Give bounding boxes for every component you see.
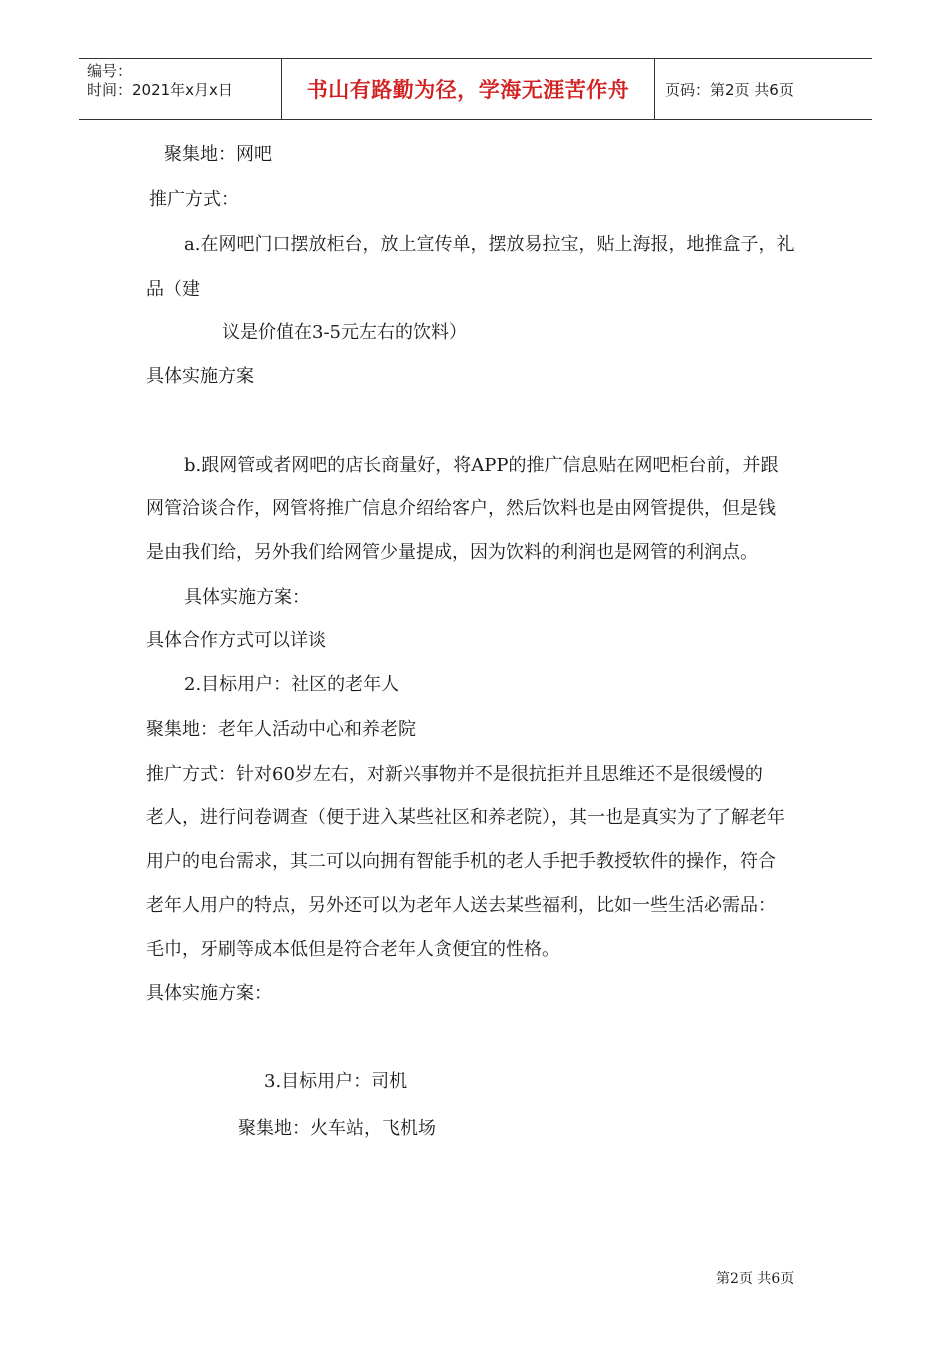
number-label: 编号：	[87, 62, 133, 80]
body-line: 2.目标用户：社区的老年人	[184, 674, 400, 695]
body-line: a.在网吧门口摆放柜台，放上宣传单，摆放易拉宝，贴上海报，地推盒子，礼	[184, 234, 795, 255]
body-line: 品（建	[146, 279, 200, 300]
body-line: 推广方式：	[149, 189, 239, 210]
body-line: b.跟网管或者网吧的店长商量好，将APP的推广信息贴在网吧柜台前，并跟	[184, 455, 779, 476]
body-line: 老人，进行问卷调查（便于进入某些社区和养老院），其一也是真实为了了解老年	[146, 807, 785, 828]
body-line: 毛巾，牙刷等成本低但是符合老年人贪便宜的性格。	[146, 939, 560, 960]
header-page-code: 页码：第2页 共6页	[665, 80, 794, 99]
header-motto: 书山有路勤为径，学海无涯苦作舟	[281, 59, 655, 119]
body-line: 聚集地：网吧	[164, 144, 272, 165]
body-line: 具体合作方式可以详谈	[146, 630, 326, 651]
body-line: 是由我们给，另外我们给网管少量提成，因为饮料的利润也是网管的利润点。	[146, 542, 758, 563]
body-line: 网管洽谈合作，网管将推广信息介绍给客户，然后饮料也是由网管提供，但是钱	[146, 498, 776, 519]
body-line: 用户的电台需求，其二可以向拥有智能手机的老人手把手教授软件的操作，符合	[146, 851, 776, 872]
body-line: 推广方式：针对60岁左右，对新兴事物并不是很抗拒并且思维还不是很缓慢的	[146, 764, 763, 785]
body-line: 具体实施方案	[146, 366, 254, 387]
page-footer: 第2页 共6页	[716, 1271, 795, 1287]
header-meta	[79, 59, 281, 119]
body-line: 聚集地：老年人活动中心和养老院	[146, 719, 416, 740]
body-line: 聚集地：火车站，飞机场	[238, 1118, 436, 1139]
body-line: 老年人用户的特点，另外还可以为老年人送去某些福利，比如一些生活必需品：	[146, 895, 776, 916]
page-header	[79, 58, 872, 120]
date-line: 时间：2021年x月x日	[87, 81, 233, 99]
body-line: 具体实施方案：	[146, 983, 272, 1004]
body-line: 3.目标用户：司机	[264, 1071, 408, 1092]
body-line: 具体实施方案：	[184, 587, 310, 608]
body-line: 议是价值在3-5元左右的饮料）	[222, 322, 467, 343]
